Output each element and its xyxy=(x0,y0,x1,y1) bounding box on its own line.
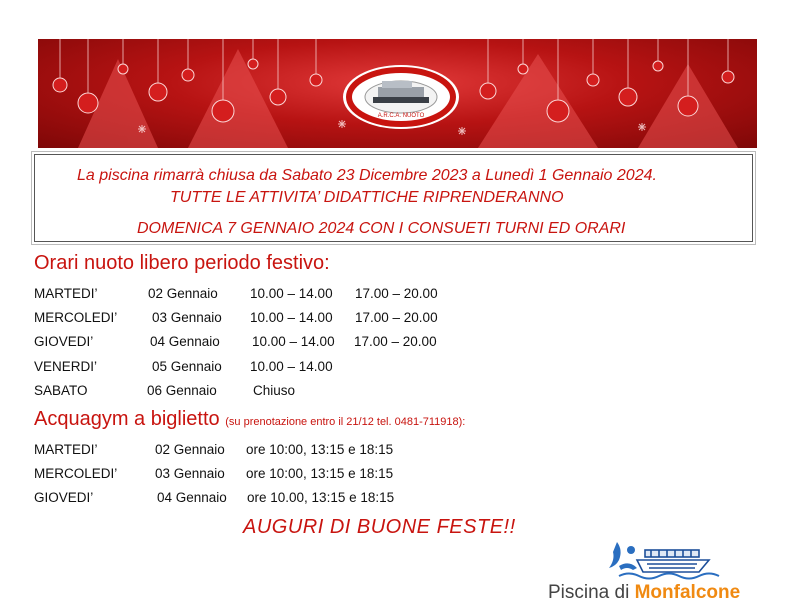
row-slot1: 10.00 – 14.00 xyxy=(250,310,333,325)
row-slot1: Chiuso xyxy=(253,383,296,398)
lifebuoy-text: A.R.C.A. NUOTO xyxy=(377,113,425,119)
notice-line-1: La piscina rimarrà chiusa da Sabato 23 Dicembre 2023 a Lunedì 1 Gennaio 2024. xyxy=(77,167,657,184)
row-day: MARTEDI’ xyxy=(34,286,98,301)
acquagym-booking-note: (su prenotazione entro il 21/12 tel. 0481-711918): xyxy=(225,416,466,428)
christmas-banner xyxy=(38,39,757,148)
holiday-greeting: AUGURI DI BUONE FESTE!! xyxy=(243,516,516,538)
row-date: 03 Gennaio xyxy=(155,466,225,481)
row-slot2: 17.00 – 20.00 xyxy=(355,310,438,325)
row-day: MERCOLEDI’ xyxy=(34,310,118,325)
row-slot1: 10.00 – 14.00 xyxy=(250,286,333,301)
row-day: MARTEDI’ xyxy=(34,442,98,457)
row-date: 05 Gennaio xyxy=(152,359,222,374)
free-swim-heading: Orari nuoto libero periodo festivo: xyxy=(34,252,330,274)
row-day: MERCOLEDI’ xyxy=(34,466,118,481)
notice-line-3: DOMENICA 7 GENNAIO 2024 CON I CONSUETI TURNI ED ORARI xyxy=(137,220,626,237)
row-date: 02 Gennaio xyxy=(155,442,225,457)
row-slot2: 17.00 – 20.00 xyxy=(355,286,438,301)
row-day: GIOVEDI’ xyxy=(34,490,94,505)
row-date: 06 Gennaio xyxy=(147,383,217,398)
christmas-decoration-icon xyxy=(38,39,757,148)
row-slot1: 10.00 – 14.00 xyxy=(250,359,333,374)
row-times: ore 10:00, 13:15 e 18:15 xyxy=(246,442,394,457)
row-day: GIOVEDI’ xyxy=(34,334,94,349)
row-slot1: 10.00 – 14.00 xyxy=(252,334,335,349)
row-times: ore 10:00, 13:15 e 18:15 xyxy=(246,466,394,481)
logo-name: Monfalcone xyxy=(634,582,741,603)
row-times: ore 10.00, 13:15 e 18:15 xyxy=(247,490,395,505)
row-slot2: 17.00 – 20.00 xyxy=(354,334,437,349)
row-date: 02 Gennaio xyxy=(148,286,218,301)
row-date: 03 Gennaio xyxy=(152,310,222,325)
logo-prefix: Piscina di xyxy=(548,582,635,603)
row-day: SABATO xyxy=(34,383,88,398)
row-day: VENERDI’ xyxy=(34,359,98,374)
lifebuoy-logo-icon xyxy=(343,65,459,129)
row-date: 04 Gennaio xyxy=(150,334,220,349)
acquagym-heading xyxy=(34,408,465,431)
acquagym-title: Acquagym a biglietto xyxy=(34,408,220,430)
notice-line-2: TUTTE LE ATTIVITA’ DIDATTICHE RIPRENDERANNO xyxy=(170,189,564,206)
pool-logo-text xyxy=(548,582,740,604)
row-date: 04 Gennaio xyxy=(157,490,227,505)
closure-notice-box xyxy=(34,154,753,242)
